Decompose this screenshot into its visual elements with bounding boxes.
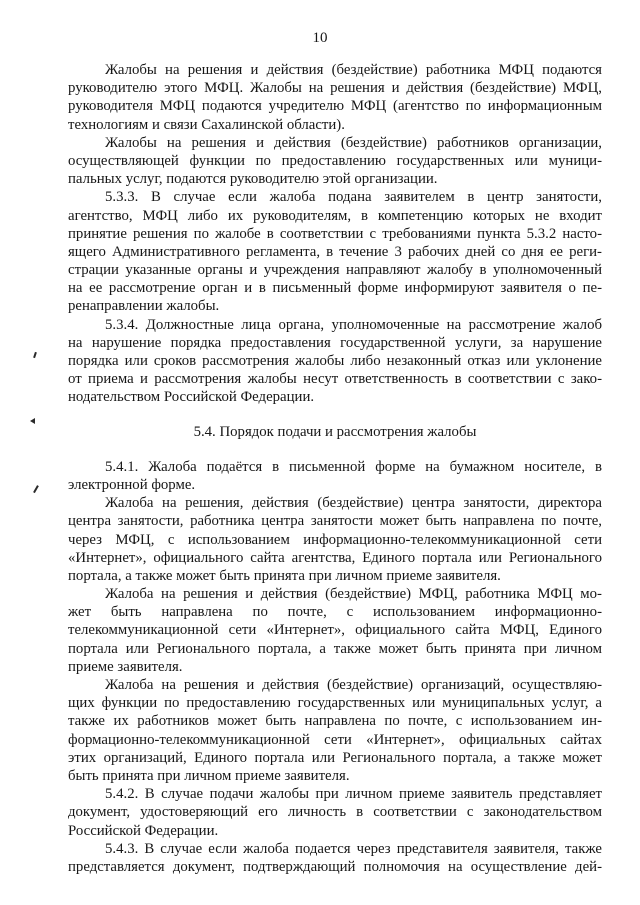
text-line: руководителя МФЦ подаются учредителю МФЦ (агентство по информационным [68, 98, 602, 115]
text-line: представляется документ, подтверждающий полномочия на осуществление дей- [68, 858, 602, 875]
text-line: от приема и рассмотрения жалобы несут ответственность в соответствии с зако- [68, 371, 602, 388]
text-line: технологиям и связи Сахалинской области). [68, 116, 345, 133]
text-line: нодательством Российской Федерации. [68, 389, 315, 406]
paragraph [68, 585, 602, 676]
scan-mark [33, 352, 37, 358]
text-line: Жалоба на решения и действия (бездействие) организаций, осуществляю- [105, 677, 602, 693]
text-line: ренаправлении жалобы. [68, 298, 220, 315]
text-line: портала, а также может быть принята при личном приеме заявителя. [68, 567, 501, 584]
text-line: Российской Федерации. [68, 822, 219, 839]
text-line: принятие решения по жалобе в соответствии с требованиями пункта 5.3.2 насто- [68, 225, 602, 242]
text-block-1 [68, 61, 602, 407]
text-line: «Интернет», официального сайта агентства, Единого портала или Регионального [68, 549, 602, 566]
paragraph [68, 316, 602, 407]
paragraph [68, 134, 602, 189]
paragraph [68, 61, 602, 134]
text-line: Жалоба на решения, действия (бездействие) центра занятости, директора [105, 495, 602, 512]
text-line: 5.4.2. В случае подачи жалобы при личном приеме заявитель представляет [105, 786, 602, 803]
text-line: быть принята при личном приеме заявителя. [68, 767, 350, 784]
text-block-2 [68, 458, 602, 876]
text-line: 5.4.3. В случае если жалоба подается через представителя заявителя, также [105, 840, 602, 857]
text-line: электронной форме. [68, 476, 196, 493]
text-line: Жалоба на решения и действия (бездействие) МФЦ, работника МФЦ мо- [105, 586, 602, 603]
text-line: осуществляющей функции по предоставлению государственных или муници- [68, 152, 602, 169]
paragraph [68, 458, 602, 494]
text-line: щих функции по предоставлению государственных или муниципальных услуг, а [68, 695, 602, 712]
text-line: Жалобы на решения и действия (бездействие) работников организации, [105, 134, 602, 151]
text-line: этих организаций, Единого портала или Регионального портала, а также может [68, 749, 602, 766]
text-line: пальных услуг, подаются руководителю этой организации. [68, 171, 438, 188]
text-line: через МФЦ, с использованием информационно-телекоммуникационной сети [68, 531, 602, 548]
scan-mark [30, 418, 35, 424]
text-line: 5.3.3. В случае если жалоба подана заявителем в центр занятости, [105, 189, 602, 206]
text-line: агентство, МФЦ либо их руководителям, в компетенцию которых не входит [68, 207, 602, 224]
document-body [68, 61, 602, 876]
text-line: ящего Административного регламента, в течение 3 рабочих дней со дня ее реги- [68, 243, 602, 260]
text-line: приеме заявителя. [68, 658, 183, 675]
text-line: портала или Регионального портала, а также может быть принята при личном [68, 640, 602, 657]
text-line: 5.4.1. Жалоба подаётся в письменной форме на бумажном носителе, в [105, 458, 602, 475]
text-line: на ее рассмотрение орган и в письменный форме информируют заявителя о пе- [68, 280, 602, 297]
text-line: Жалобы на решения и действия (бездействие) работника МФЦ подаются [105, 62, 602, 78]
paragraph [68, 676, 602, 785]
text-line: центра занятости, работника центра занятости может быть направлена по почте, [68, 513, 602, 530]
text-line: на нарушение порядка предоставления государственной услуги, за нарушение [68, 334, 602, 351]
text-line: страции указанные органы и учреждения направляют жалобу в уполномоченный [68, 262, 602, 279]
text-line: порядка или сроков рассмотрения жалобы либо незаконный отказ или уклонение [68, 353, 602, 369]
text-line: 5.3.4. Должностные лица органа, уполномоченные на рассмотрение жалоб [105, 316, 602, 333]
page-number: 10 [312, 30, 328, 46]
text-line: руководителю этого МФЦ. Жалобы на решения и действия (бездействие) МФЦ, [68, 80, 602, 97]
scan-mark [33, 485, 38, 493]
paragraph [68, 494, 602, 585]
paragraph [68, 188, 602, 315]
text-line: телекоммуникационной сети «Интернет», официального сайта МФЦ, Единого [68, 622, 602, 639]
section-heading: 5.4. Порядок подачи и рассмотрения жалобы [193, 423, 477, 440]
text-line: документ, удостоверяющий его личность в соответствии с законодательством [68, 804, 602, 821]
text-line: формационно-телекоммуникационной сети «Интернет», официальных сайтах [68, 731, 602, 748]
text-line: жет быть направлена по почте, с использованием информационно- [68, 604, 602, 621]
paragraph [68, 785, 602, 840]
text-line: также их работников может быть направлена по почте, с использованием ин- [68, 713, 602, 730]
paragraph [68, 840, 602, 876]
